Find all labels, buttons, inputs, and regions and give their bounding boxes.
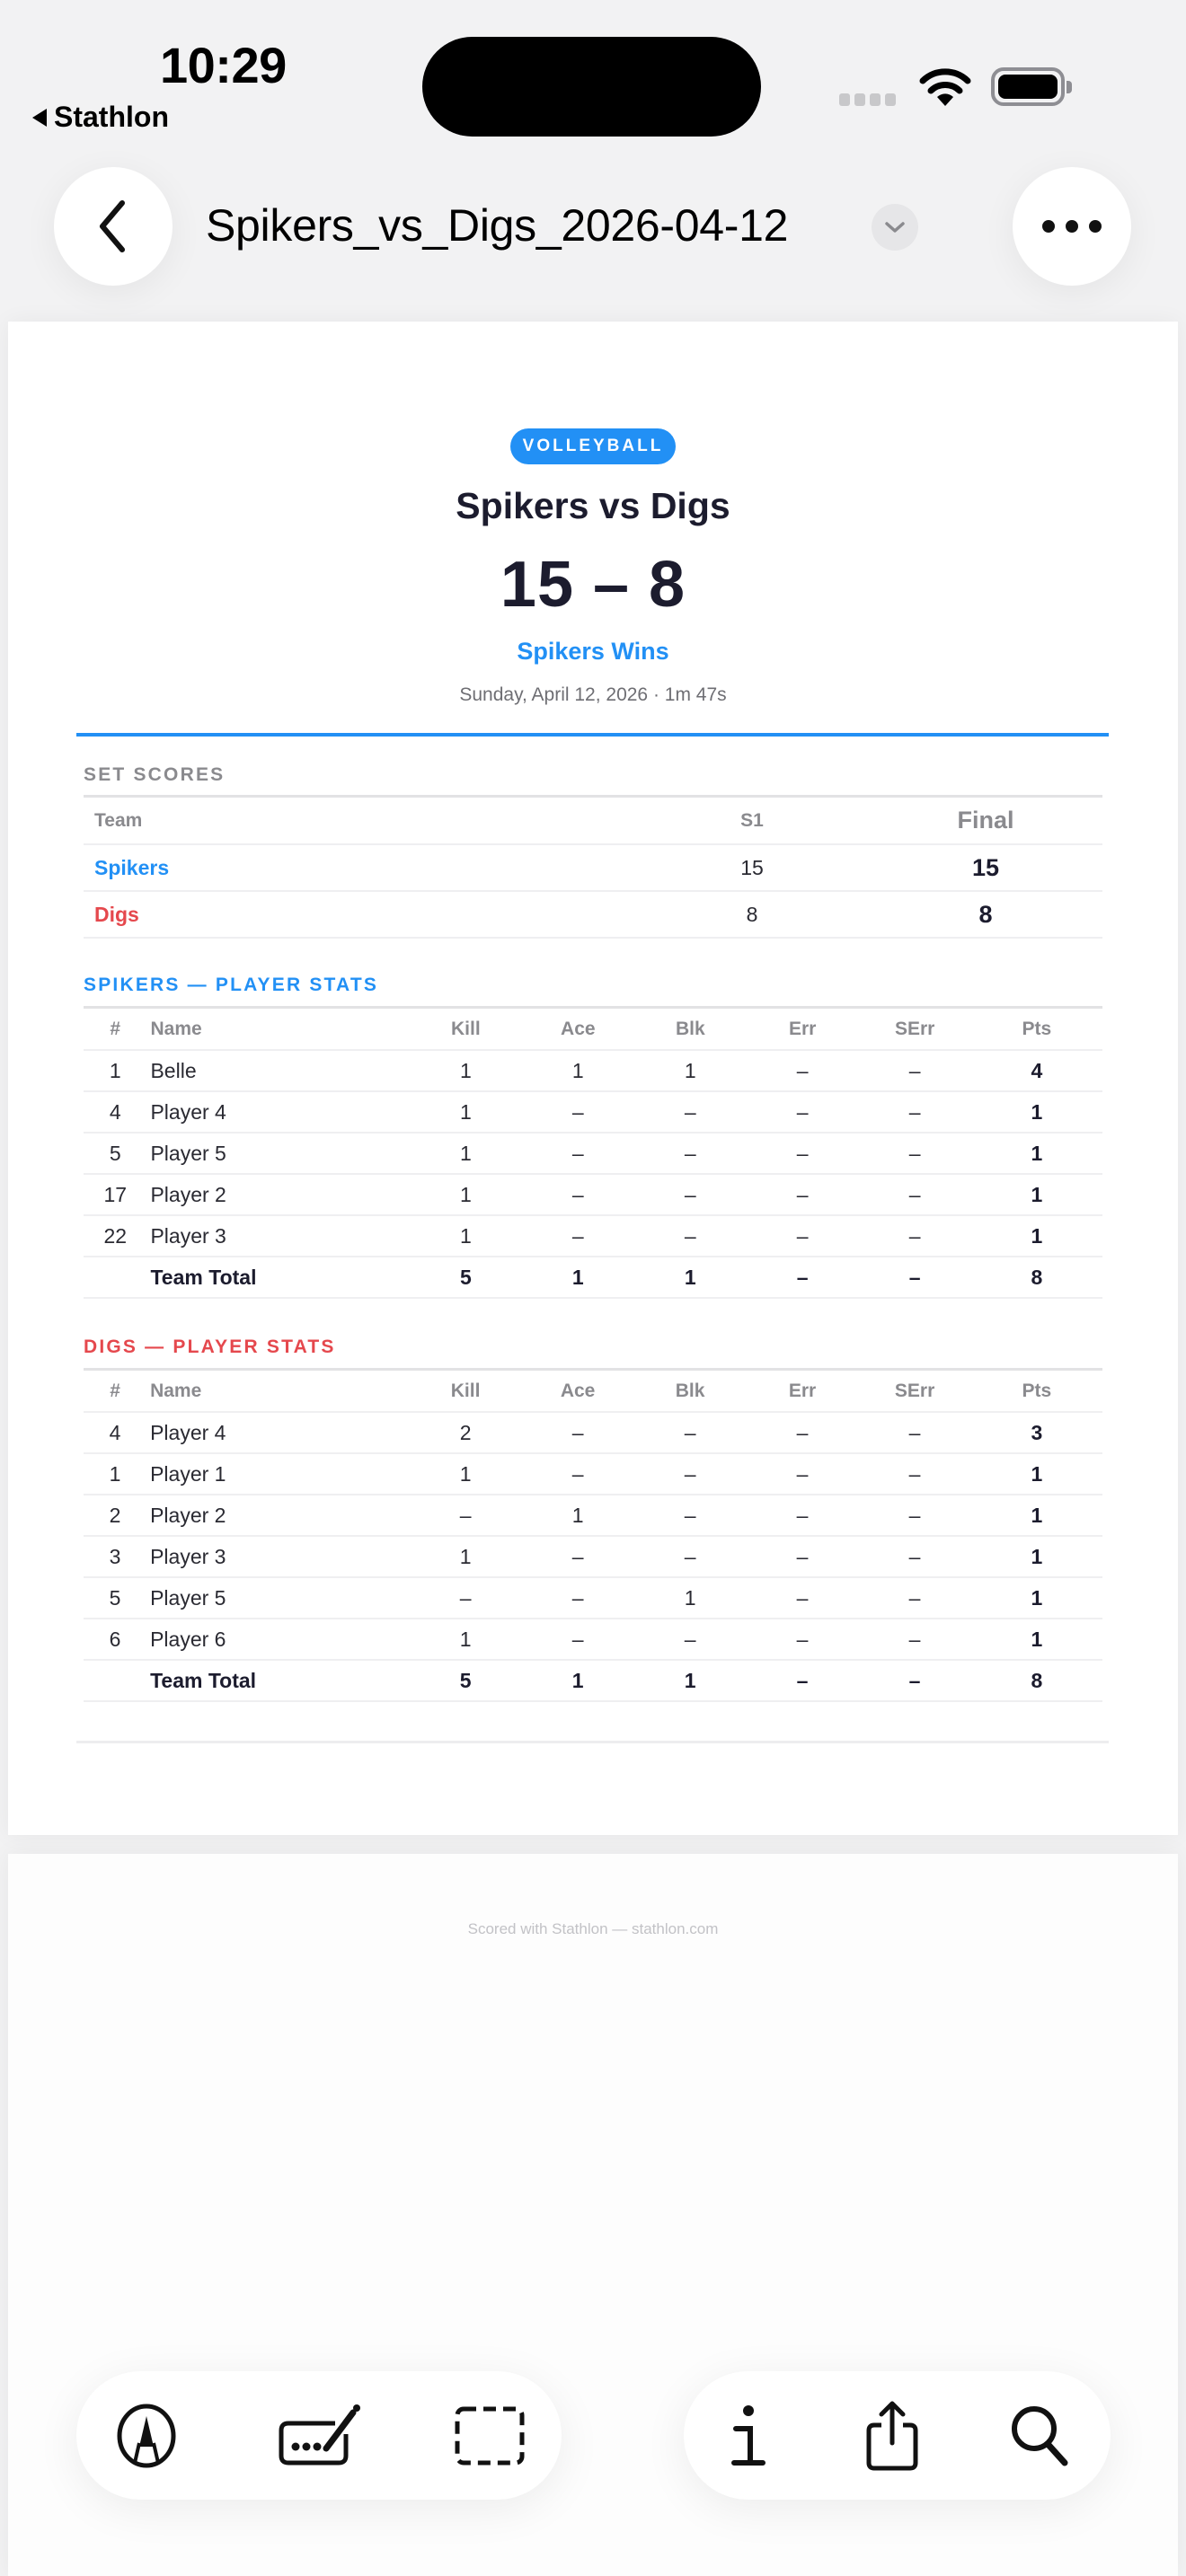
document-page-1 xyxy=(8,322,1178,1835)
col-team: Team xyxy=(84,798,321,844)
signature-icon xyxy=(276,2404,366,2468)
cell-serr: – xyxy=(858,1536,970,1577)
team-total-row xyxy=(84,1660,1102,1701)
player-row xyxy=(84,1412,1102,1453)
player-row xyxy=(84,1215,1102,1257)
cell-serr: – xyxy=(858,1453,970,1495)
chevron-left-icon xyxy=(93,198,133,255)
cell-kill: 5 xyxy=(410,1660,522,1701)
cell-pts: 1 xyxy=(971,1453,1102,1495)
col-blk: Blk xyxy=(634,1009,747,1050)
player-row xyxy=(84,1453,1102,1495)
cell-pts: 1 xyxy=(971,1577,1102,1619)
ellipsis-icon xyxy=(1042,220,1102,233)
cell-blk: 1 xyxy=(634,1257,747,1298)
team-name: Spikers xyxy=(84,844,321,891)
team-name: Digs xyxy=(84,891,321,938)
cell-ace: – xyxy=(522,1412,634,1453)
header-divider xyxy=(76,733,1109,737)
cell-number: 22 xyxy=(84,1215,146,1257)
cell-blk: – xyxy=(634,1215,747,1257)
cell-pts: 1 xyxy=(971,1619,1102,1660)
cell-kill: 1 xyxy=(410,1133,522,1174)
cell-pts: 1 xyxy=(971,1536,1102,1577)
col-pts: Pts xyxy=(971,1371,1102,1412)
col-blk: Blk xyxy=(634,1371,747,1412)
cell-number: 1 xyxy=(84,1050,146,1091)
cell-blk: 1 xyxy=(634,1577,747,1619)
table-row xyxy=(84,891,1102,938)
player-row xyxy=(84,1133,1102,1174)
cell-serr: – xyxy=(859,1133,971,1174)
cell-ace: – xyxy=(522,1215,634,1257)
cell-ace: 1 xyxy=(522,1660,634,1701)
cell-err: – xyxy=(747,1619,859,1660)
cell-err: – xyxy=(747,1660,859,1701)
cell-serr: – xyxy=(859,1050,971,1091)
search-icon xyxy=(1009,2404,1070,2468)
cell-number: 4 xyxy=(84,1091,146,1133)
cell-serr: – xyxy=(859,1091,971,1133)
cell-number: 1 xyxy=(84,1453,146,1495)
cell-blk: – xyxy=(634,1619,747,1660)
winner-label: Spikers Wins xyxy=(517,638,669,665)
cell-err: – xyxy=(747,1215,859,1257)
col-number: # xyxy=(84,1371,146,1412)
back-to-app-link[interactable] xyxy=(32,101,169,134)
cell-name: Team Total xyxy=(146,1257,409,1298)
cell-name: Player 3 xyxy=(146,1536,410,1577)
player-row xyxy=(84,1050,1102,1091)
chevron-down-icon xyxy=(883,220,907,234)
cell-blk: – xyxy=(634,1174,747,1215)
title-menu-button[interactable] xyxy=(872,204,918,251)
cell-pts: 1 xyxy=(971,1215,1102,1257)
cell-serr: – xyxy=(858,1577,970,1619)
cell-kill: – xyxy=(410,1577,522,1619)
table-row xyxy=(84,844,1102,891)
cell-err: – xyxy=(747,1453,859,1495)
footer-credit: Scored with Stathlon — stathlon.com xyxy=(467,1920,719,1937)
cell-name: Player 2 xyxy=(146,1495,410,1536)
cell-blk: – xyxy=(634,1133,747,1174)
cell-pts: 4 xyxy=(971,1050,1102,1091)
cell-blk: – xyxy=(634,1536,747,1577)
digs-stats-title: DIGS — PLAYER STATS xyxy=(84,1337,336,1357)
cell-number xyxy=(84,1257,146,1298)
cell-serr: – xyxy=(858,1619,970,1660)
matchup-title: Spikers vs Digs xyxy=(456,485,730,526)
col-ace: Ace xyxy=(522,1009,634,1050)
share-button[interactable] xyxy=(860,2404,925,2468)
col-ace: Ace xyxy=(522,1371,634,1412)
col-err: Err xyxy=(747,1009,859,1050)
dynamic-island xyxy=(422,37,761,137)
spikers-stats-table xyxy=(84,1009,1102,1299)
cell-blk: – xyxy=(634,1091,747,1133)
final-score: 15 – 8 xyxy=(500,549,686,621)
cell-err: – xyxy=(747,1257,859,1298)
cell-err: – xyxy=(747,1495,859,1536)
cell-blk: 1 xyxy=(634,1050,747,1091)
cell-name: Player 6 xyxy=(146,1619,410,1660)
col-err: Err xyxy=(747,1371,859,1412)
info-button[interactable] xyxy=(716,2404,781,2468)
cell-kill: 1 xyxy=(410,1050,522,1091)
cell-number: 6 xyxy=(84,1619,146,1660)
team-total-row xyxy=(84,1257,1102,1298)
cell-name: Team Total xyxy=(146,1660,410,1701)
selection-button[interactable] xyxy=(454,2404,526,2468)
selection-icon xyxy=(454,2405,526,2466)
table-header-row xyxy=(84,1371,1102,1412)
cell-name: Player 3 xyxy=(146,1215,409,1257)
cellular-signal-icon xyxy=(839,93,896,106)
cell-serr: – xyxy=(858,1660,970,1701)
cell-name: Player 2 xyxy=(146,1174,409,1215)
cell-kill: 1 xyxy=(410,1174,522,1215)
cell-ace: – xyxy=(522,1577,634,1619)
cell-err: – xyxy=(747,1536,859,1577)
cell-name: Player 5 xyxy=(146,1577,410,1619)
player-row xyxy=(84,1174,1102,1215)
wifi-icon xyxy=(918,66,972,108)
cell-number: 5 xyxy=(84,1133,146,1174)
cell-pts: 8 xyxy=(971,1257,1102,1298)
cell-serr: – xyxy=(859,1174,971,1215)
share-icon xyxy=(863,2400,921,2472)
cell-name: Player 4 xyxy=(146,1412,410,1453)
cell-err: – xyxy=(747,1577,859,1619)
cell-pts: 1 xyxy=(971,1174,1102,1215)
col-s1: S1 xyxy=(698,798,806,844)
digs-stats-table xyxy=(84,1371,1102,1702)
markup-icon xyxy=(115,2404,178,2468)
cell-kill: 1 xyxy=(410,1536,522,1577)
cell-kill: 2 xyxy=(410,1412,522,1453)
cell-name: Player 1 xyxy=(146,1453,410,1495)
player-row xyxy=(84,1495,1102,1536)
cell-err: – xyxy=(747,1174,859,1215)
page-end-divider xyxy=(76,1741,1109,1743)
cell-err: – xyxy=(747,1050,859,1091)
cell-pts: 1 xyxy=(971,1495,1102,1536)
info-icon xyxy=(730,2404,766,2468)
col-serr: SErr xyxy=(859,1009,971,1050)
cell-ace: 1 xyxy=(522,1495,634,1536)
cell-err: – xyxy=(747,1091,859,1133)
cell-serr: – xyxy=(859,1257,971,1298)
cell-name: Player 5 xyxy=(146,1133,409,1174)
cell-blk: – xyxy=(634,1412,747,1453)
cell-serr: – xyxy=(858,1412,970,1453)
final-score-cell: 15 xyxy=(932,844,1040,891)
player-row xyxy=(84,1577,1102,1619)
cell-kill: 1 xyxy=(410,1619,522,1660)
cell-name: Belle xyxy=(146,1050,409,1091)
more-options-button[interactable] xyxy=(1013,167,1131,286)
cell-serr: – xyxy=(859,1215,971,1257)
back-button[interactable] xyxy=(54,167,173,286)
markup-button[interactable] xyxy=(114,2404,179,2468)
set-scores-title: SET SCORES xyxy=(84,764,226,785)
col-number: # xyxy=(84,1009,146,1050)
col-name: Name xyxy=(146,1009,409,1050)
search-button[interactable] xyxy=(1007,2404,1072,2468)
status-time: 10:29 xyxy=(160,37,287,93)
toolbar-right-group xyxy=(684,2371,1111,2500)
set-score: 8 xyxy=(698,891,806,938)
cell-err: – xyxy=(747,1412,859,1453)
col-name: Name xyxy=(146,1371,410,1412)
cell-pts: 3 xyxy=(971,1412,1102,1453)
col-kill: Kill xyxy=(410,1009,522,1050)
sport-badge: VOLLEYBALL xyxy=(510,428,676,464)
set-score: 15 xyxy=(698,844,806,891)
player-row xyxy=(84,1091,1102,1133)
cell-number xyxy=(84,1660,146,1701)
cell-ace: – xyxy=(522,1091,634,1133)
cell-kill: 1 xyxy=(410,1453,522,1495)
cell-number: 2 xyxy=(84,1495,146,1536)
cell-kill: – xyxy=(410,1495,522,1536)
col-final: Final xyxy=(932,798,1040,844)
cell-blk: 1 xyxy=(634,1660,747,1701)
cell-number: 5 xyxy=(84,1577,146,1619)
cell-ace: – xyxy=(522,1174,634,1215)
table-header-row xyxy=(84,798,1102,844)
cell-ace: 1 xyxy=(522,1257,634,1298)
cell-ace: 1 xyxy=(522,1050,634,1091)
cell-kill: 5 xyxy=(410,1257,522,1298)
spikers-stats-title: SPIKERS — PLAYER STATS xyxy=(84,975,379,995)
final-score-cell: 8 xyxy=(932,891,1040,938)
col-serr: SErr xyxy=(858,1371,970,1412)
cell-blk: – xyxy=(634,1453,747,1495)
player-row xyxy=(84,1536,1102,1577)
battery-icon xyxy=(991,67,1065,106)
cell-ace: – xyxy=(522,1536,634,1577)
cell-number: 3 xyxy=(84,1536,146,1577)
cell-blk: – xyxy=(634,1495,747,1536)
cell-ace: – xyxy=(522,1133,634,1174)
set-scores-table xyxy=(84,798,1102,939)
document-title[interactable]: Spikers_vs_Digs_2026-04-12 xyxy=(206,200,789,251)
cell-pts: 8 xyxy=(971,1660,1102,1701)
cell-kill: 1 xyxy=(410,1091,522,1133)
back-app-label: Stathlon xyxy=(54,101,169,133)
match-meta: Sunday, April 12, 2026 · 1m 47s xyxy=(459,684,727,705)
cell-err: – xyxy=(747,1133,859,1174)
cell-serr: – xyxy=(858,1495,970,1536)
cell-pts: 1 xyxy=(971,1091,1102,1133)
cell-name: Player 4 xyxy=(146,1091,409,1133)
back-triangle-icon xyxy=(32,109,47,127)
signature-button[interactable] xyxy=(276,2404,366,2468)
cell-ace: – xyxy=(522,1453,634,1495)
cell-ace: – xyxy=(522,1619,634,1660)
col-pts: Pts xyxy=(971,1009,1102,1050)
cell-number: 17 xyxy=(84,1174,146,1215)
cell-number: 4 xyxy=(84,1412,146,1453)
toolbar-left-group xyxy=(76,2371,562,2500)
player-row xyxy=(84,1619,1102,1660)
col-kill: Kill xyxy=(410,1371,522,1412)
cell-pts: 1 xyxy=(971,1133,1102,1174)
cell-kill: 1 xyxy=(410,1215,522,1257)
table-header-row xyxy=(84,1009,1102,1050)
